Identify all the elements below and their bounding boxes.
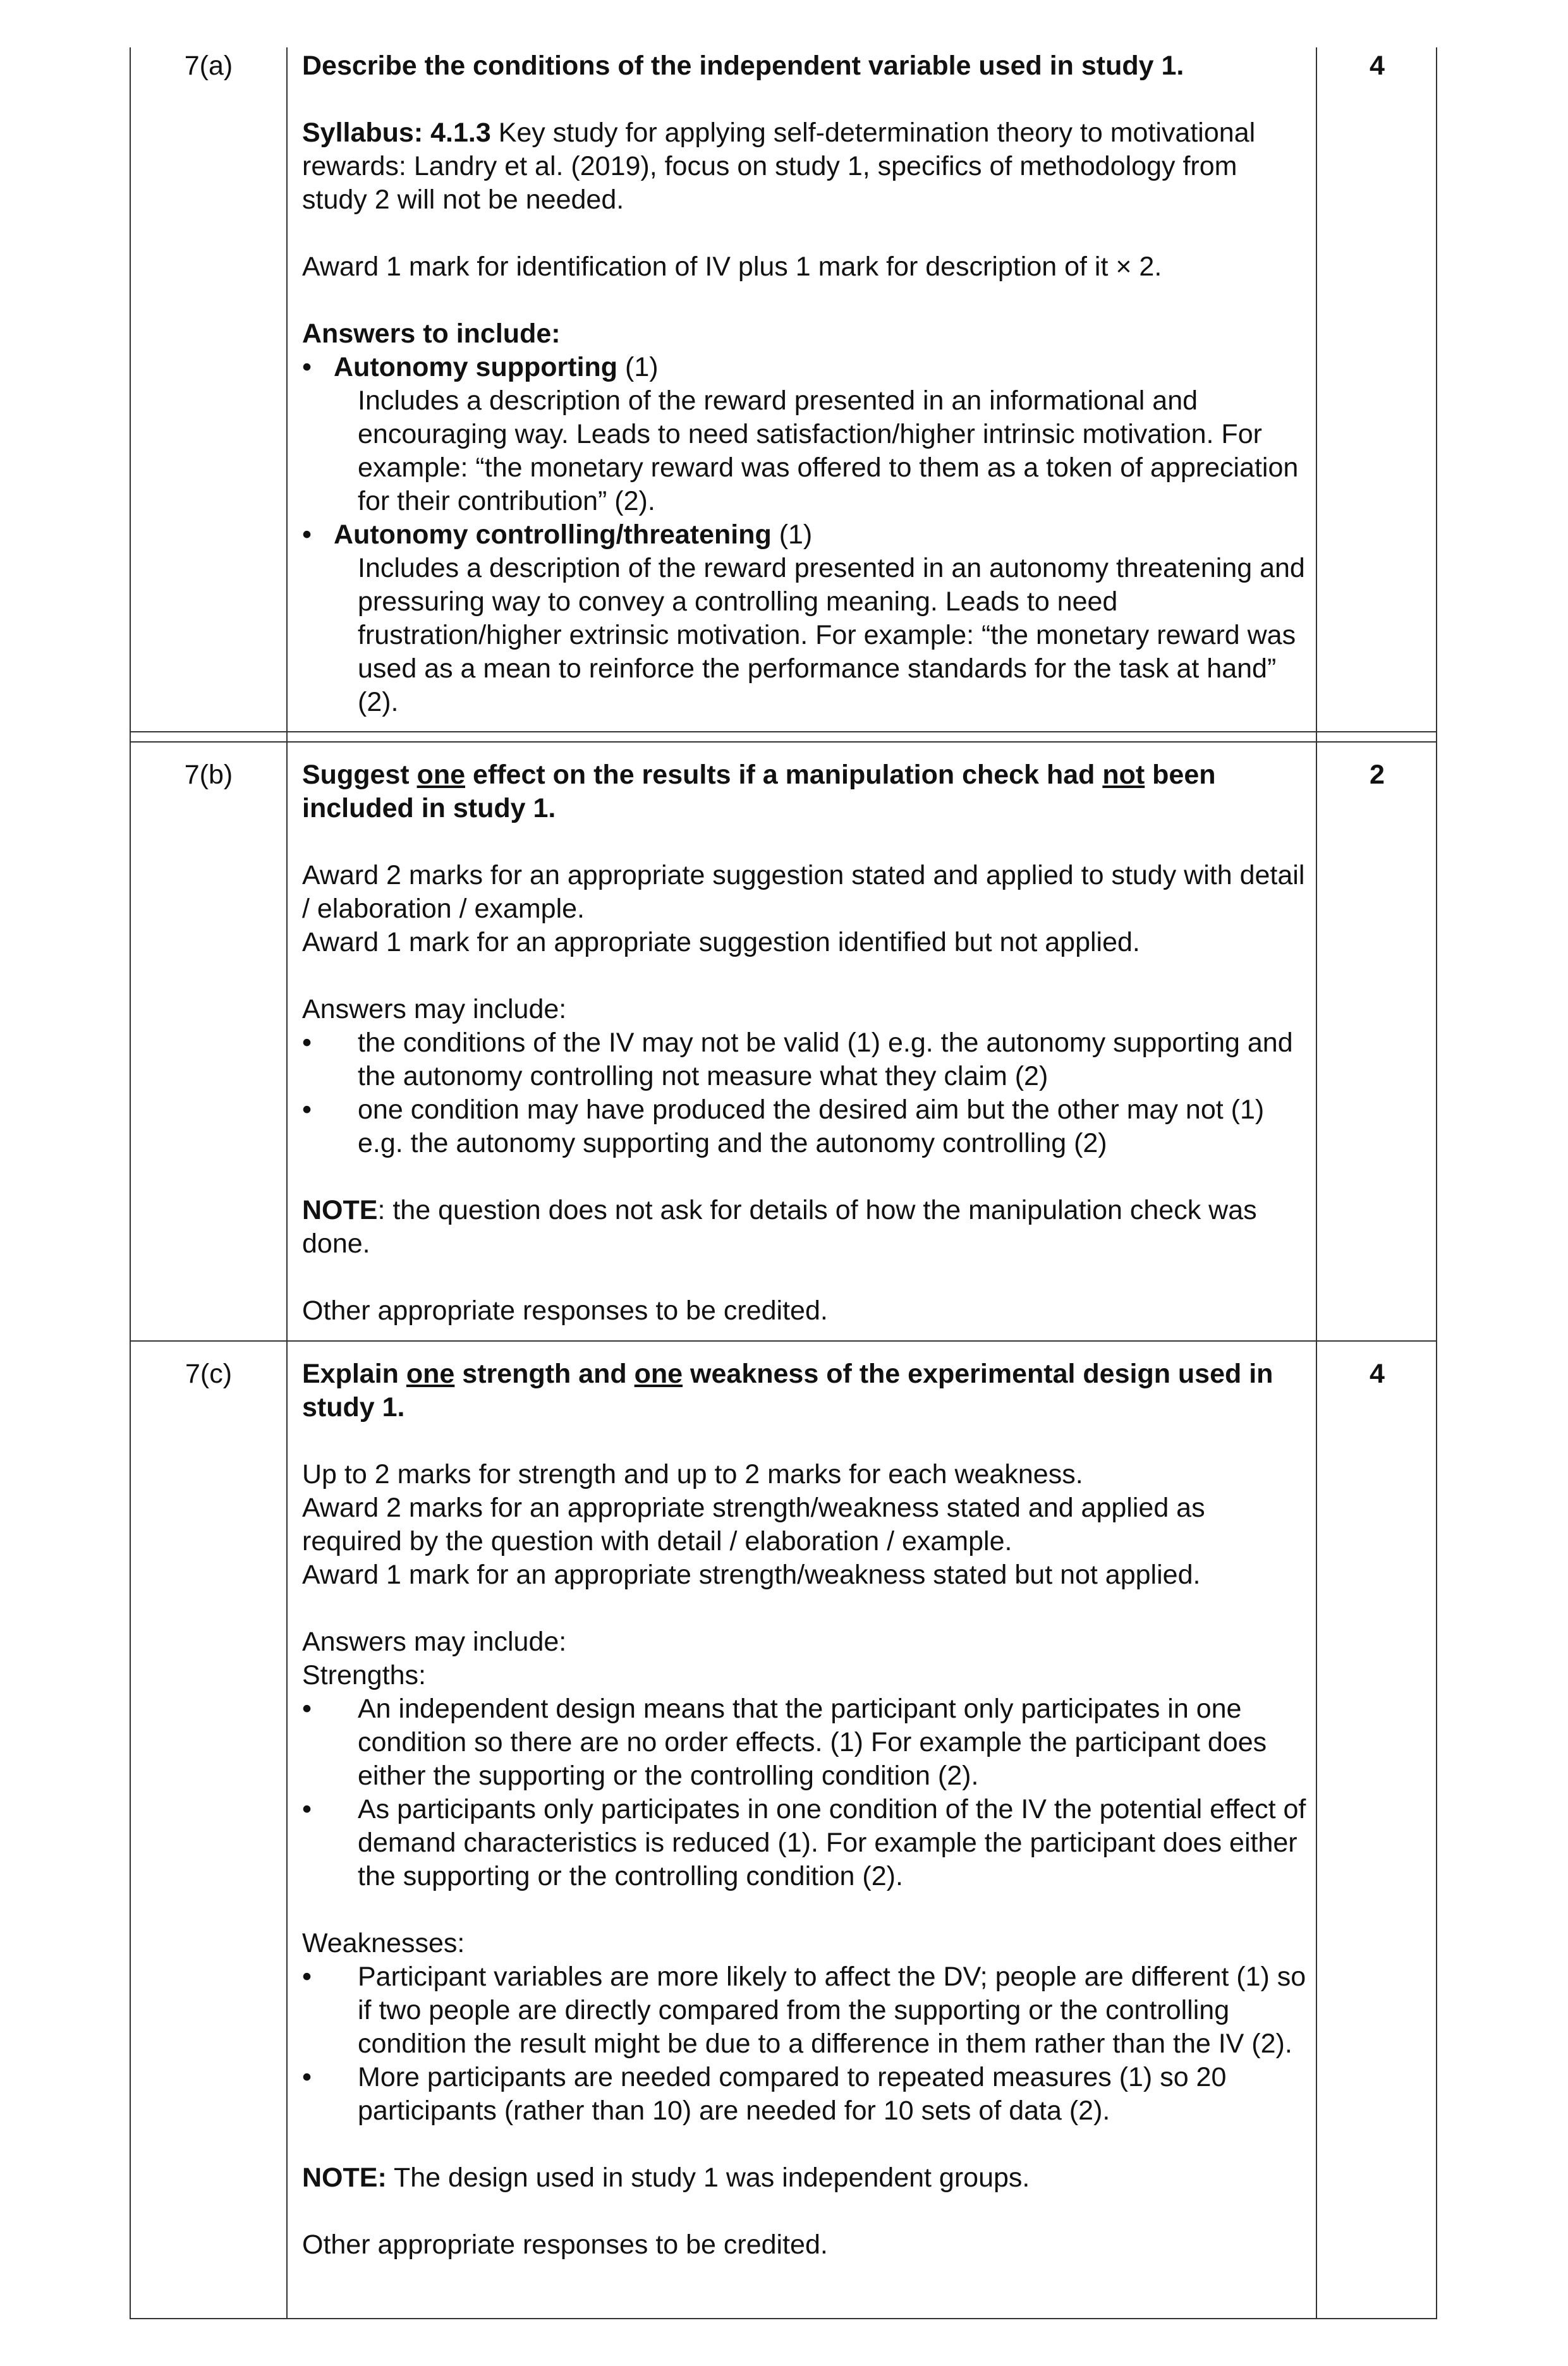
list-item (302, 1093, 1307, 1160)
question-text-7a: Describe the conditions of the independent variable used in study 1. (302, 51, 1184, 81)
table-divider-marks (1316, 47, 1317, 2319)
table-border-bottom (130, 2318, 1437, 2319)
list-item (302, 2061, 1307, 2128)
note-text: : the question does not ask for details of how the manipulation check was done. (302, 1195, 1257, 1259)
list-item (302, 1026, 1307, 1093)
strengths-list (302, 1692, 1307, 1893)
award-1-mark-7b: Award 1 mark for an appropriate suggestion identified but not applied. (302, 927, 1140, 957)
list-item (302, 1960, 1307, 2061)
table-divider-id (286, 47, 288, 2319)
note-label: NOTE: (302, 2163, 387, 2193)
list-item-text: As participants only participates in one condition of the IV the potential effect of demand characteristics is reduced (1). For example the participant does either the supporting or the controlling condition (2). (358, 1794, 1306, 1891)
question-part: weakness of the experimental design used in study 1. (302, 1359, 1273, 1423)
weaknesses-heading: Weaknesses: (302, 1928, 465, 1958)
answers-list-7b (302, 1026, 1307, 1160)
award-1-mark-7c: Award 1 mark for an appropriate strength/weakness stated but not applied. (302, 1560, 1201, 1590)
list-item (302, 1692, 1307, 1793)
bullet-icon: • (302, 1794, 312, 1824)
award-guidance-7a: Award 1 mark for identification of IV plus 1 mark for description of it × 2. (302, 252, 1162, 282)
table-border-left (130, 47, 131, 2319)
weaknesses-list (302, 1960, 1307, 2128)
question-emphasis: one (406, 1359, 455, 1389)
bullet-icon: • (302, 2062, 312, 2092)
question-part: Explain (302, 1359, 406, 1389)
question-emphasis: one (416, 760, 466, 790)
row-7c-content (302, 1357, 1307, 2262)
bullet-icon: • (302, 519, 312, 550)
list-item-text: Participant variables are more likely to affect the DV; people are different (1) so if two people are directly compared from the supporting or the controlling condition the result might be due to a difference in them rather than the IV (2). (358, 1962, 1306, 2059)
other-responses-7b: Other appropriate responses to be credited. (302, 1295, 828, 1326)
answer-mark: (1) (617, 352, 659, 382)
row-7b-content (302, 758, 1307, 1328)
award-2-marks-7b: Award 2 marks for an appropriate suggestion stated and applied to study with detail / elaboration / example. (302, 860, 1305, 924)
list-item-text: More participants are needed compared to repeated measures (1) so 20 participants (rather than 10) are needed for 10 sets of data (2). (358, 2062, 1227, 2126)
answer-title: Autonomy controlling/threatening (334, 519, 772, 550)
answers-list-7a (302, 351, 1307, 719)
question-part: been included in study 1. (302, 760, 1216, 823)
question-id-7c: 7(c) (185, 1359, 233, 1389)
other-responses-7c: Other appropriate responses to be credited. (302, 2230, 828, 2260)
marks-7a: 4 (1370, 51, 1385, 81)
answers-heading-7a: Answers to include: (302, 318, 561, 349)
syllabus-7a (302, 116, 1307, 217)
question-part: effect on the results if a manipulation check had (465, 760, 1103, 790)
strengths-heading: Strengths: (302, 1660, 426, 1690)
answer-mark: (1) (771, 519, 813, 550)
question-text-7c (302, 1357, 1307, 1424)
note-text: The design used in study 1 was independent groups. (386, 2163, 1030, 2193)
note-7b (302, 1194, 1307, 1261)
answers-heading-7c: Answers may include: (302, 1627, 567, 1657)
note-7c (302, 2161, 1307, 2195)
list-item-text: An independent design means that the participant only participates in one condition so there are no order effects. (1) For example the participant does either the supporting or the controlling condition (2). (358, 1694, 1267, 1791)
question-part: Suggest (302, 760, 417, 790)
row-divider-a (130, 731, 1437, 732)
question-emphasis: one (634, 1359, 683, 1389)
syllabus-text: Key study for applying self-determination theory to motivational rewards: Landry et al. (2019), focus on study 1, specifics of methodology from study 2 will not be needed. (302, 118, 1256, 215)
list-item (302, 1793, 1307, 1893)
question-id-7b: 7(b) (184, 760, 233, 790)
award-2-marks-7c: Award 2 marks for an appropriate strength/weakness stated and applied as required by the question with detail / elaboration / example. (302, 1493, 1205, 1556)
answer-description: Includes a description of the reward presented in an autonomy threatening and pressuring way to convey a controlling meaning. Leads to need frustration/higher extrinsic motivation. For example: “the monetary reward was used as a mean to reinforce the performance standards for the task at hand” (2). (358, 553, 1305, 717)
question-text-7b (302, 758, 1307, 825)
question-part: strength and (454, 1359, 635, 1389)
answer-description: Includes a description of the reward presented in an informational and encouraging way. Leads to need satisfaction/higher intrinsic motivation. For example: “the monetary reward was offered to them as a token of appreciation for their contribution” (2). (358, 385, 1299, 516)
row-divider-a2 (130, 741, 1437, 743)
note-label: NOTE (302, 1195, 378, 1225)
list-item-text: one condition may have produced the desired aim but the other may not (1) e.g. the autonomy supporting and the autonomy controlling (2) (358, 1095, 1265, 1158)
answer-title: Autonomy supporting (334, 352, 618, 382)
row-7a-content (302, 49, 1307, 719)
marks-7c: 4 (1370, 1359, 1385, 1389)
marks-7b: 2 (1370, 760, 1385, 790)
bullet-icon: • (302, 352, 312, 382)
bullet-icon: • (302, 1028, 312, 1058)
up-to-marks-7c: Up to 2 marks for strength and up to 2 marks for each weakness. (302, 1459, 1083, 1489)
bullet-icon: • (302, 1962, 312, 1992)
answers-heading-7b: Answers may include: (302, 994, 567, 1024)
bullet-icon: • (302, 1694, 312, 1724)
list-item (302, 518, 1307, 719)
bullet-icon: • (302, 1095, 312, 1125)
question-emphasis: not (1102, 760, 1145, 790)
list-item (302, 351, 1307, 518)
list-item-text: the conditions of the IV may not be valid (1) e.g. the autonomy supporting and the autonomy controlling not measure what they claim (2) (358, 1028, 1293, 1091)
question-id-7a: 7(a) (184, 51, 233, 81)
syllabus-label: Syllabus: 4.1.3 (302, 118, 491, 148)
row-divider-b (130, 1340, 1437, 1342)
table-border-right (1436, 47, 1437, 2319)
